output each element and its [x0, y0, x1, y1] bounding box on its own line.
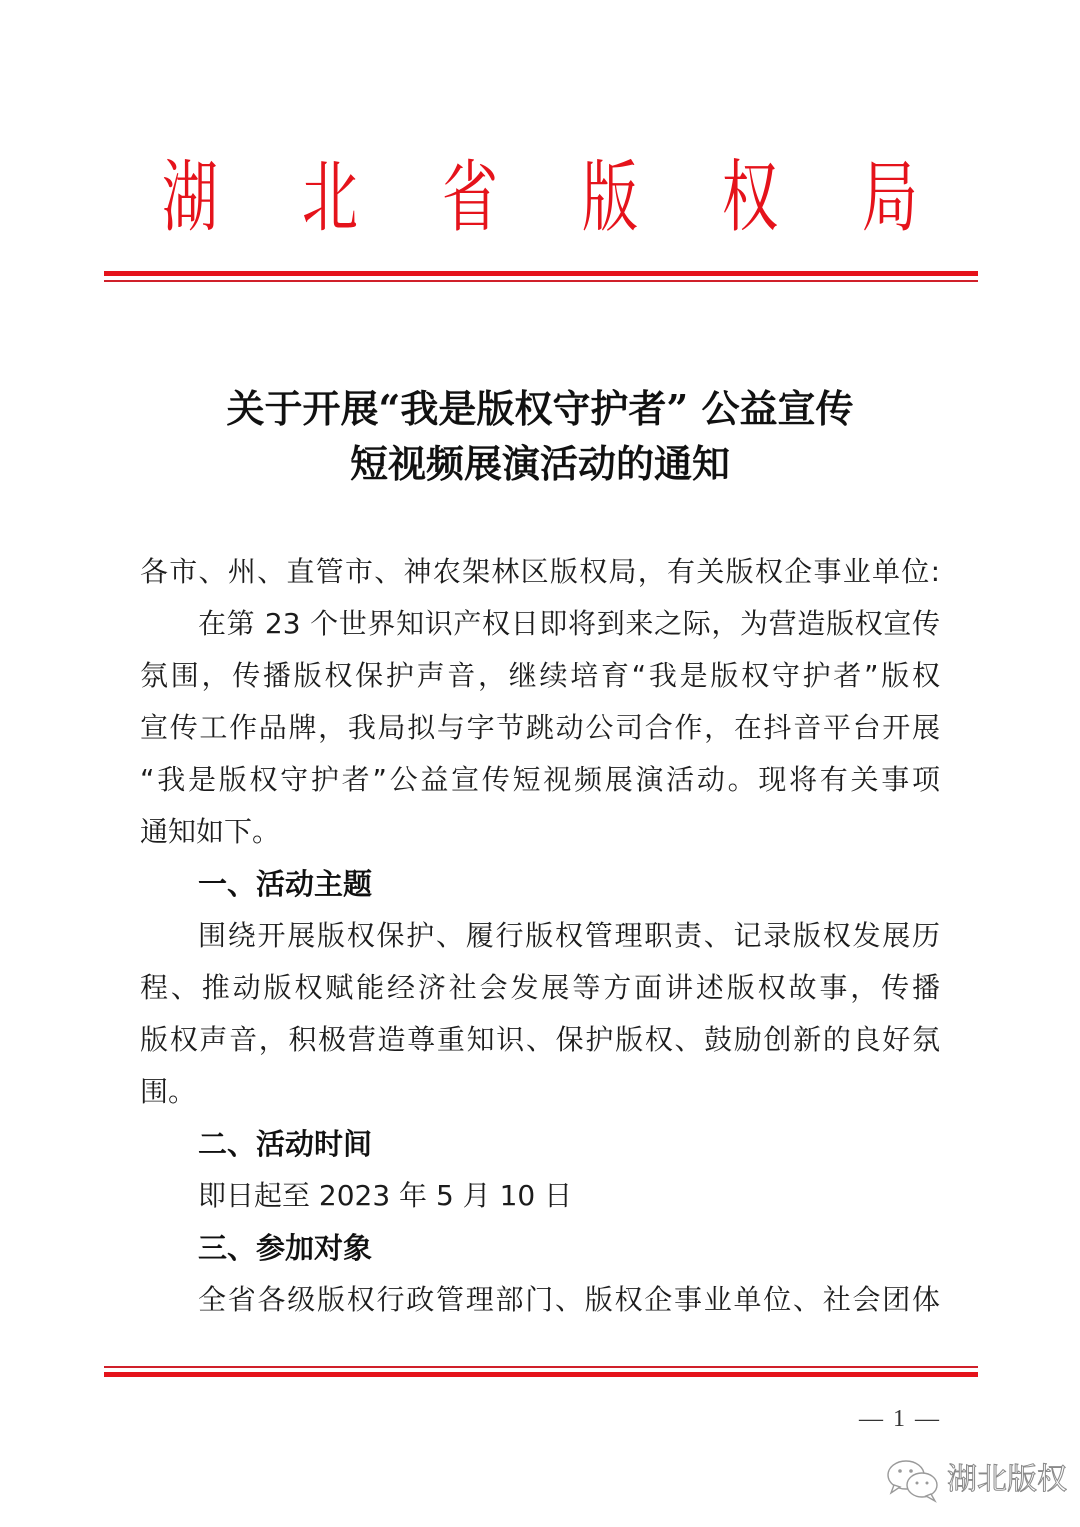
paragraph-line: “我是版权守护者”公益宣传短视频展演活动。现将有关事项 [140, 763, 940, 796]
paragraph-line: 通知如下。 [140, 815, 281, 848]
masthead-char: 版 [581, 153, 639, 243]
masthead-divider-thin [104, 280, 978, 282]
watermark-account-name: 湖北版权 [947, 1462, 1067, 1497]
masthead-divider-thick [104, 271, 978, 276]
section-heading-participants: 三、参加对象 [198, 1231, 373, 1265]
masthead-char: 权 [721, 153, 779, 243]
wechat-icon [885, 1457, 941, 1503]
paragraph-line: 宣传工作品牌，我局拟与字节跳动公司合作，在抖音平台开展 [140, 711, 940, 744]
paragraph-line: 围绕开展版权保护、履行版权管理职责、记录版权发展历 [198, 919, 940, 952]
paragraph-line: 氛围，传播版权保护声音，继续培育“我是版权守护者”版权 [140, 659, 940, 692]
wechat-watermark [885, 1455, 1067, 1505]
paragraph-line: 版权声音，积极营造尊重知识、保护版权、鼓励创新的良好氛 [140, 1023, 940, 1056]
masthead-char: 省 [441, 153, 499, 243]
paragraph-line: 全省各级版权行政管理部门、版权企事业单位、社会团体 [198, 1283, 940, 1316]
page-number: — 1 — [859, 1406, 941, 1432]
paragraph-line: 程、推动版权赋能经济社会发展等方面讲述版权故事，传播 [140, 971, 940, 1004]
paragraph-line: 即日起至 2023 年 5 月 10 日 [198, 1179, 573, 1212]
section-heading-theme: 一、活动主题 [198, 867, 373, 901]
document-title-line-2: 短视频展演活动的通知 [349, 441, 730, 486]
paragraph-line: 围。 [140, 1075, 197, 1108]
masthead-char: 湖 [161, 153, 219, 243]
salutation: 各市、州、直管市、神农架林区版权局，有关版权企事业单位: [140, 555, 940, 588]
document-body [140, 546, 940, 1326]
masthead-char: 北 [301, 153, 359, 243]
footer-divider-thin [104, 1366, 978, 1368]
masthead-char: 局 [861, 153, 919, 243]
footer-divider-thick [104, 1372, 978, 1377]
section-heading-time: 二、活动时间 [198, 1127, 373, 1161]
masthead-title [140, 148, 940, 248]
document-title-line-1: 关于开展“我是版权守护者” 公益宣传 [226, 386, 854, 431]
paragraph-line: 在第 23 个世界知识产权日即将到来之际，为营造版权宣传 [198, 607, 940, 640]
